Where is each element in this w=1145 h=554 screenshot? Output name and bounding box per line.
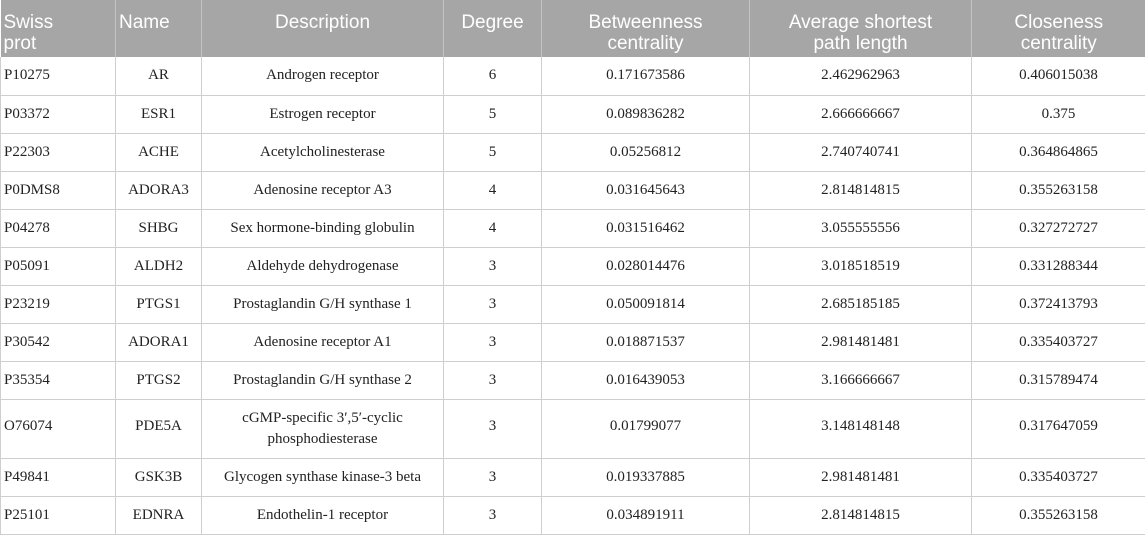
cell-betweenness: 0.05256812	[542, 133, 750, 171]
cell-degree: 3	[444, 496, 542, 534]
cell-swiss-prot: P03372	[1, 95, 116, 133]
cell-description: Sex hormone-binding globulin	[202, 209, 444, 247]
cell-betweenness: 0.028014476	[542, 247, 750, 285]
header-closeness-line1: Closeness	[1014, 12, 1104, 33]
cell-closeness: 0.375	[972, 95, 1145, 133]
cell-degree: 3	[444, 399, 542, 458]
cell-description: Adenosine receptor A3	[202, 171, 444, 209]
cell-degree: 3	[444, 323, 542, 361]
cell-description: Androgen receptor	[202, 57, 444, 95]
cell-description-line2: phosphodiesterase	[267, 430, 378, 447]
cell-betweenness: 0.016439053	[542, 361, 750, 399]
cell-betweenness: 0.019337885	[542, 458, 750, 496]
header-degree-label: Degree	[461, 12, 524, 33]
cell-closeness: 0.364864865	[972, 133, 1145, 171]
cell-degree: 3	[444, 458, 542, 496]
table-row	[1, 361, 1145, 399]
header-betweenness-line1: Betweenness	[588, 12, 703, 33]
cell-betweenness: 0.01799077	[542, 399, 750, 458]
cell-swiss-prot: P30542	[1, 323, 116, 361]
cell-betweenness: 0.034891911	[542, 496, 750, 534]
cell-avg-path: 3.018518519	[750, 247, 972, 285]
cell-description: Glycogen synthase kinase-3 beta	[202, 458, 444, 496]
cell-betweenness: 0.031516462	[542, 209, 750, 247]
cell-degree: 6	[444, 57, 542, 95]
cell-avg-path: 2.740740741	[750, 133, 972, 171]
table-row	[1, 209, 1145, 247]
cell-degree: 4	[444, 171, 542, 209]
cell-avg-path: 2.981481481	[750, 323, 972, 361]
cell-name: SHBG	[116, 209, 202, 247]
cell-avg-path: 3.148148148	[750, 399, 972, 458]
cell-swiss-prot: P35354	[1, 361, 116, 399]
cell-swiss-prot: P49841	[1, 458, 116, 496]
header-betweenness-line2: centrality	[607, 33, 684, 54]
cell-closeness: 0.355263158	[972, 496, 1145, 534]
cell-name: GSK3B	[116, 458, 202, 496]
cell-closeness: 0.331288344	[972, 247, 1145, 285]
cell-name: EDNRA	[116, 496, 202, 534]
cell-avg-path: 2.814814815	[750, 171, 972, 209]
table-row	[1, 399, 1145, 458]
cell-name: ACHE	[116, 133, 202, 171]
cell-closeness: 0.335403727	[972, 323, 1145, 361]
cell-swiss-prot: P25101	[1, 496, 116, 534]
cell-swiss-prot: P05091	[1, 247, 116, 285]
cell-avg-path: 3.166666667	[750, 361, 972, 399]
header-closeness	[972, 0, 1145, 57]
cell-name: PTGS2	[116, 361, 202, 399]
cell-swiss-prot: P0DMS8	[1, 171, 116, 209]
cell-closeness: 0.372413793	[972, 285, 1145, 323]
cell-name: AR	[116, 57, 202, 95]
table-header	[1, 0, 1145, 57]
cell-closeness: 0.327272727	[972, 209, 1145, 247]
cell-degree: 4	[444, 209, 542, 247]
cell-avg-path: 2.666666667	[750, 95, 972, 133]
cell-avg-path: 2.685185185	[750, 285, 972, 323]
cell-swiss-prot: P04278	[1, 209, 116, 247]
cell-swiss-prot: P10275	[1, 57, 116, 95]
header-swiss-prot-line2: prot	[3, 33, 37, 54]
header-closeness-line2: centrality	[1020, 33, 1097, 54]
table-row	[1, 496, 1145, 534]
cell-swiss-prot: O76074	[1, 399, 116, 458]
header-avg-path-line1: Average shortest	[788, 12, 933, 33]
header-avg-path	[750, 0, 972, 57]
cell-description: Acetylcholinesterase	[202, 133, 444, 171]
header-degree	[444, 0, 542, 57]
table-body	[1, 57, 1145, 534]
cell-name: ALDH2	[116, 247, 202, 285]
header-name	[116, 0, 202, 57]
cell-betweenness: 0.171673586	[542, 57, 750, 95]
header-swiss-prot-line1: Swiss	[3, 12, 54, 33]
cell-description: Prostaglandin G/H synthase 1	[202, 285, 444, 323]
cell-name: ADORA1	[116, 323, 202, 361]
cell-betweenness: 0.050091814	[542, 285, 750, 323]
cell-avg-path: 2.462962963	[750, 57, 972, 95]
cell-description: Adenosine receptor A1	[202, 323, 444, 361]
cell-name: PTGS1	[116, 285, 202, 323]
cell-avg-path: 3.055555556	[750, 209, 972, 247]
cell-description: Aldehyde dehydrogenase	[202, 247, 444, 285]
cell-degree: 5	[444, 95, 542, 133]
cell-betweenness: 0.018871537	[542, 323, 750, 361]
cell-swiss-prot: P23219	[1, 285, 116, 323]
cell-degree: 3	[444, 247, 542, 285]
cell-closeness: 0.317647059	[972, 399, 1145, 458]
cell-name: PDE5A	[116, 399, 202, 458]
cell-description-line1: cGMP-specific 3′,5′-cyclic	[242, 409, 403, 426]
cell-closeness: 0.406015038	[972, 57, 1145, 95]
header-description-label: Description	[274, 12, 371, 33]
cell-description	[202, 399, 444, 458]
cell-degree: 5	[444, 133, 542, 171]
header-avg-path-line2: path length	[813, 33, 908, 54]
table-row	[1, 458, 1145, 496]
cell-description: Endothelin-1 receptor	[202, 496, 444, 534]
cell-closeness: 0.355263158	[972, 171, 1145, 209]
cell-description: Prostaglandin G/H synthase 2	[202, 361, 444, 399]
header-description	[202, 0, 444, 57]
table-row	[1, 133, 1145, 171]
cell-degree: 3	[444, 361, 542, 399]
table-row	[1, 57, 1145, 95]
cell-degree: 3	[444, 285, 542, 323]
cell-description: Estrogen receptor	[202, 95, 444, 133]
cell-betweenness: 0.089836282	[542, 95, 750, 133]
cell-closeness: 0.335403727	[972, 458, 1145, 496]
header-name-label: Name	[119, 12, 170, 33]
cell-avg-path: 2.981481481	[750, 458, 972, 496]
table-row	[1, 95, 1145, 133]
table-row	[1, 323, 1145, 361]
header-betweenness	[542, 0, 750, 57]
cell-name: ADORA3	[116, 171, 202, 209]
cell-closeness: 0.315789474	[972, 361, 1145, 399]
table-row	[1, 171, 1145, 209]
header-swiss-prot	[1, 0, 116, 57]
cell-name: ESR1	[116, 95, 202, 133]
table-row	[1, 285, 1145, 323]
cell-avg-path: 2.814814815	[750, 496, 972, 534]
table-row	[1, 247, 1145, 285]
cell-betweenness: 0.031645643	[542, 171, 750, 209]
cell-swiss-prot: P22303	[1, 133, 116, 171]
